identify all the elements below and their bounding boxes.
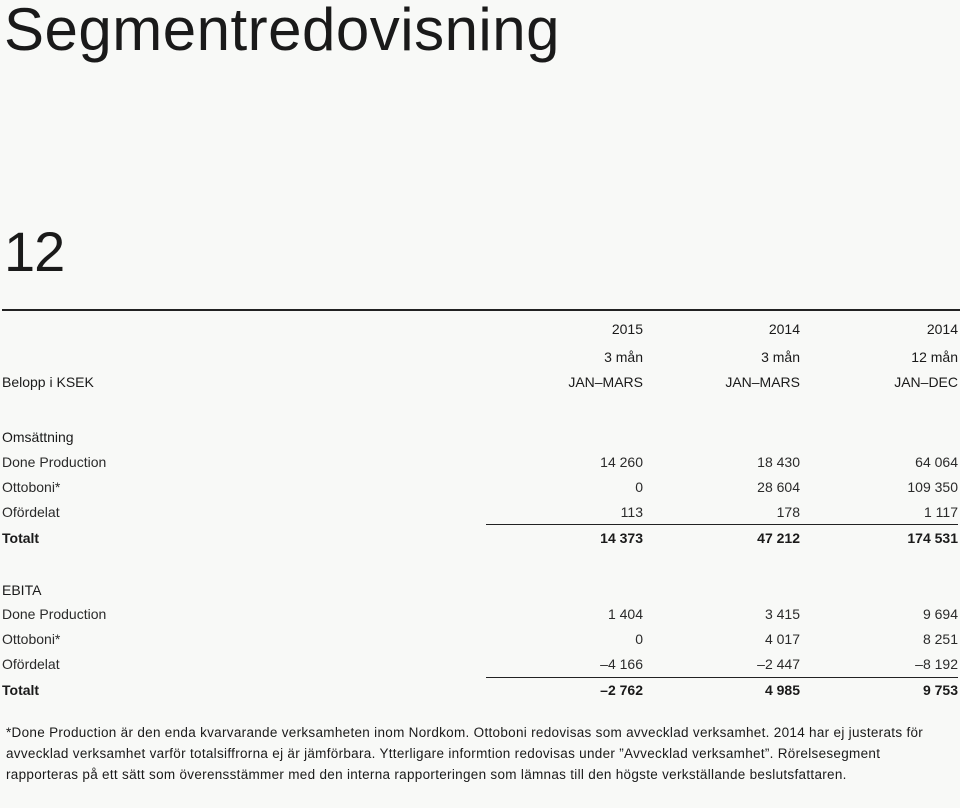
header-range-row xyxy=(2,371,958,393)
table-row: Ottoboni* 0 28 604 109 350 xyxy=(2,479,958,495)
revenue-total-rule xyxy=(486,524,958,525)
header-period-row xyxy=(2,346,958,368)
table-row: Done Production 1 404 3 415 9 694 xyxy=(2,606,958,622)
amount-unit-label: Belopp i KSEK xyxy=(2,374,94,390)
col2-year: 2014 xyxy=(768,321,800,337)
col3-year: 2014 xyxy=(926,321,958,337)
section-heading-ebita: EBITA xyxy=(2,582,42,598)
table-top-rule xyxy=(2,309,960,311)
col3-period: 12 mån xyxy=(911,349,958,365)
table-row: Ottoboni* 0 4 017 8 251 xyxy=(2,631,958,647)
ebita-total-rule xyxy=(486,677,958,678)
section-heading-revenue: Omsättning xyxy=(2,429,74,445)
table-row: Ofördelat 113 178 1 117 xyxy=(2,504,958,520)
header-year-row xyxy=(2,318,958,340)
col1-period: 3 mån xyxy=(604,349,643,365)
ebita-total-row: Totalt –2 762 4 985 9 753 xyxy=(2,682,958,698)
table-row: Done Production 14 260 18 430 64 064 xyxy=(2,454,958,470)
table-row: Ofördelat –4 166 –2 447 –8 192 xyxy=(2,656,958,672)
footnote: *Done Production är den enda kvarvarande verksamheten inom Nordkom. Ottoboni redovisas som avvecklad verksamhet. 2014 har ej justerats för avvecklad verksamhet varför totalsiffrorna ej är jämförbara. Ytterligare informtion redovisas under ”Avvecklad verksamhet”. Rörelsesegment rapporteras på ett sätt som överensstämmer med den interna rapporteringen som lämnas till den högste verkställande beslutsfattaren. xyxy=(6,725,924,782)
col2-period: 3 mån xyxy=(761,349,800,365)
revenue-total-row: Totalt 14 373 47 212 174 531 xyxy=(2,530,958,546)
col1-range: JAN–MARS xyxy=(568,374,643,390)
col3-range: JAN–DEC xyxy=(894,374,958,390)
note-number: 12 xyxy=(4,220,65,283)
col2-range: JAN–MARS xyxy=(725,374,800,390)
col1-year: 2015 xyxy=(611,321,643,337)
page-title: Segmentredovisning xyxy=(4,0,561,63)
